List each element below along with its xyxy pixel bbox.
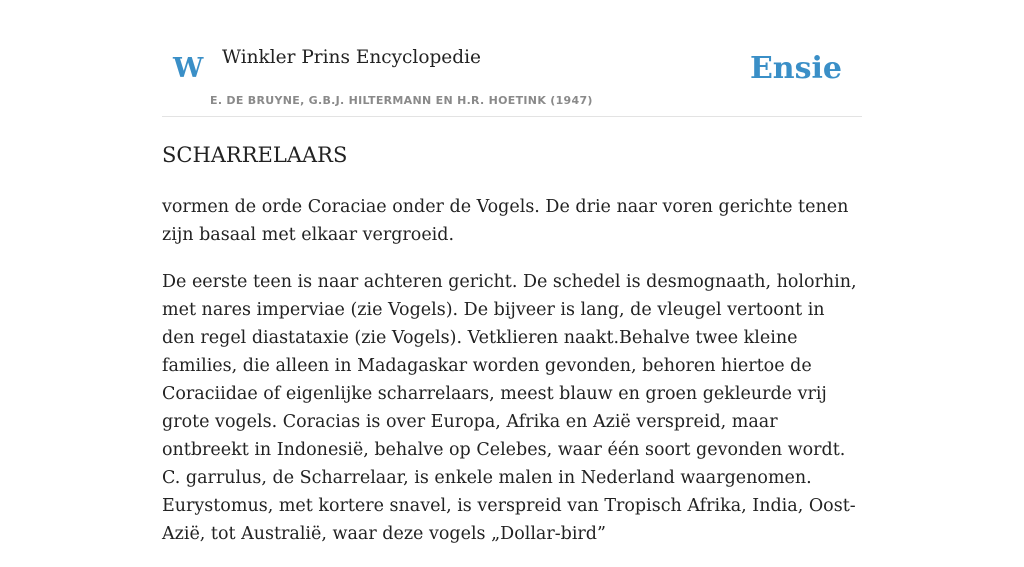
entry-paragraph: vormen de orde Coraciae onder de Vogels. De drie naar voren gerichte tenen zijn basaal met elkaar vergroeid.: [162, 197, 849, 245]
entry-title: SCHARRELAARS: [162, 143, 348, 167]
source-authors: E. DE BRUYNE, G.B.J. HILTERMANN EN H.R. HOETINK (1947): [210, 94, 593, 107]
entry-paragraph: De eerste teen is naar achteren gericht. De schedel is desmognaath, holorhin, met nares imperviae (zie Vogels). De bijveer is lang, de vleugel vertoont in den regel diastataxie (zie Vogels). Vetklieren naakt.Behalve twee kleine families, die alleen in Madagaskar worden gevonden, behoren hiertoe de Coraciidae of eigenlijke scharrelaars, meest blauw en groen gekleurde vrij grote vogels. Coracias is over Europa, Afrika en Azië verspreid, maar ontbreekt in Indonesië, behalve op Celebes, waar één soort gevonden wordt. C. garrulus, de Scharrelaar, is enkele malen in Nederland waargenomen. Eurystomus, met kortere snavel, is verspreid van Tropisch Afrika, India, Oost-Azië, tot Australië, waar deze vogels „Dollar-bird”: [162, 272, 857, 544]
source-title[interactable]: Winkler Prins Encyclopedie: [222, 47, 481, 68]
ensie-logo[interactable]: Ensie: [749, 51, 842, 86]
entry-body: [162, 193, 862, 567]
winkler-prins-logo[interactable]: W: [173, 53, 204, 84]
source-header: [162, 0, 862, 117]
